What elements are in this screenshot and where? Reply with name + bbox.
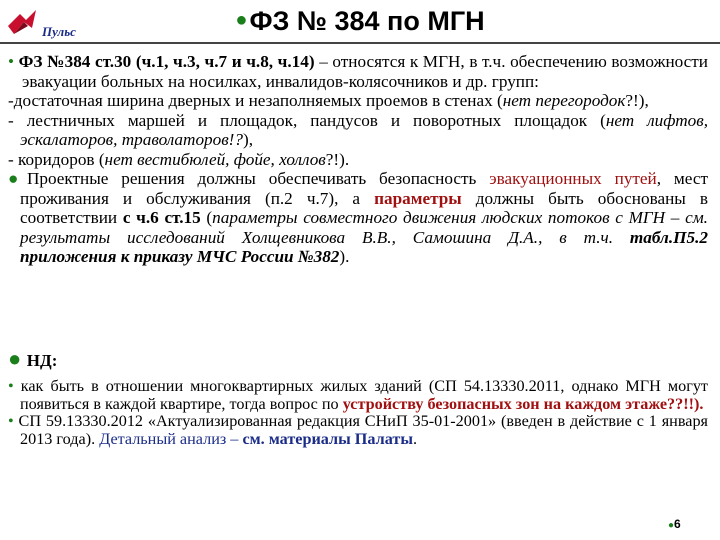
fz-item-5: ●Проектные решения должны обеспечивать безопасность эвакуационных путей, мест проживания и обслуживания (п.2 ч.7), а параметры должны быть обоснованы в соответствии с ч.6 ст.15 (параметры совместного движения людских потоков с МГН – см. результаты исследований Холщевникова В.В., Самошина Д.А., в т.ч. табл.П5.2 приложения к приказу МЧС России №382). [8, 169, 709, 266]
title-bullet-icon: ● [235, 9, 248, 31]
bullet-icon: • [8, 412, 19, 430]
nd-item-2: • СП 59.13330.2012 «Актуализированная редакция СНиП 35-01-2001» (введен в действие с 1 января 2013 года). Детальный анализ – см. материалы Палаты. [8, 412, 708, 448]
fz-article-ref: ФЗ №384 ст.30 (ч.1, ч.3, ч.7 и ч.8, ч.14) [18, 52, 315, 71]
fz-item-3: - лестничных маршей и площадок, пандусов и поворотных площадок (нет лифтов, эскалаторов, траволаторов!?), [8, 110, 709, 149]
nd-heading: ● НД: [8, 346, 58, 371]
page-title-text: ФЗ № 384 по МГН [249, 6, 485, 36]
fz-item-2: -достаточная ширина дверных и незаполняемых проемов в стенах (нет перегородок?!), [8, 91, 649, 110]
bullet-icon: • [8, 52, 19, 71]
fz-item-1: • ФЗ №384 ст.30 (ч.1, ч.3, ч.7 и ч.8, ч.14) – относятся к МГН, в т.ч. обеспечению возможности эвакуации больных на носилках, инвалидов-колясочников и др. групп: [8, 52, 708, 91]
fz-item-4: - коридоров (нет вестибюлей, фойе, холлов?!). [8, 149, 350, 169]
logo-text: Пульс [42, 24, 76, 39]
page-number: ●6 [668, 517, 681, 531]
page-title [0, 6, 720, 37]
nd-item-1: • как быть в отношении многоквартирных жилых зданий (СП 54.13330.2011, однако МГН могут появиться в каждой квартире, тогда вопрос по устройству безопасных зон на каждом этаже??!!). [8, 377, 709, 413]
bullet-icon: • [8, 377, 21, 395]
page-bullet-icon: ● [668, 520, 675, 531]
title-divider [0, 42, 720, 44]
fz-section [8, 52, 708, 267]
bullet-icon: ● [8, 169, 27, 188]
bullet-icon: ● [8, 346, 27, 371]
nd-section [8, 378, 708, 448]
